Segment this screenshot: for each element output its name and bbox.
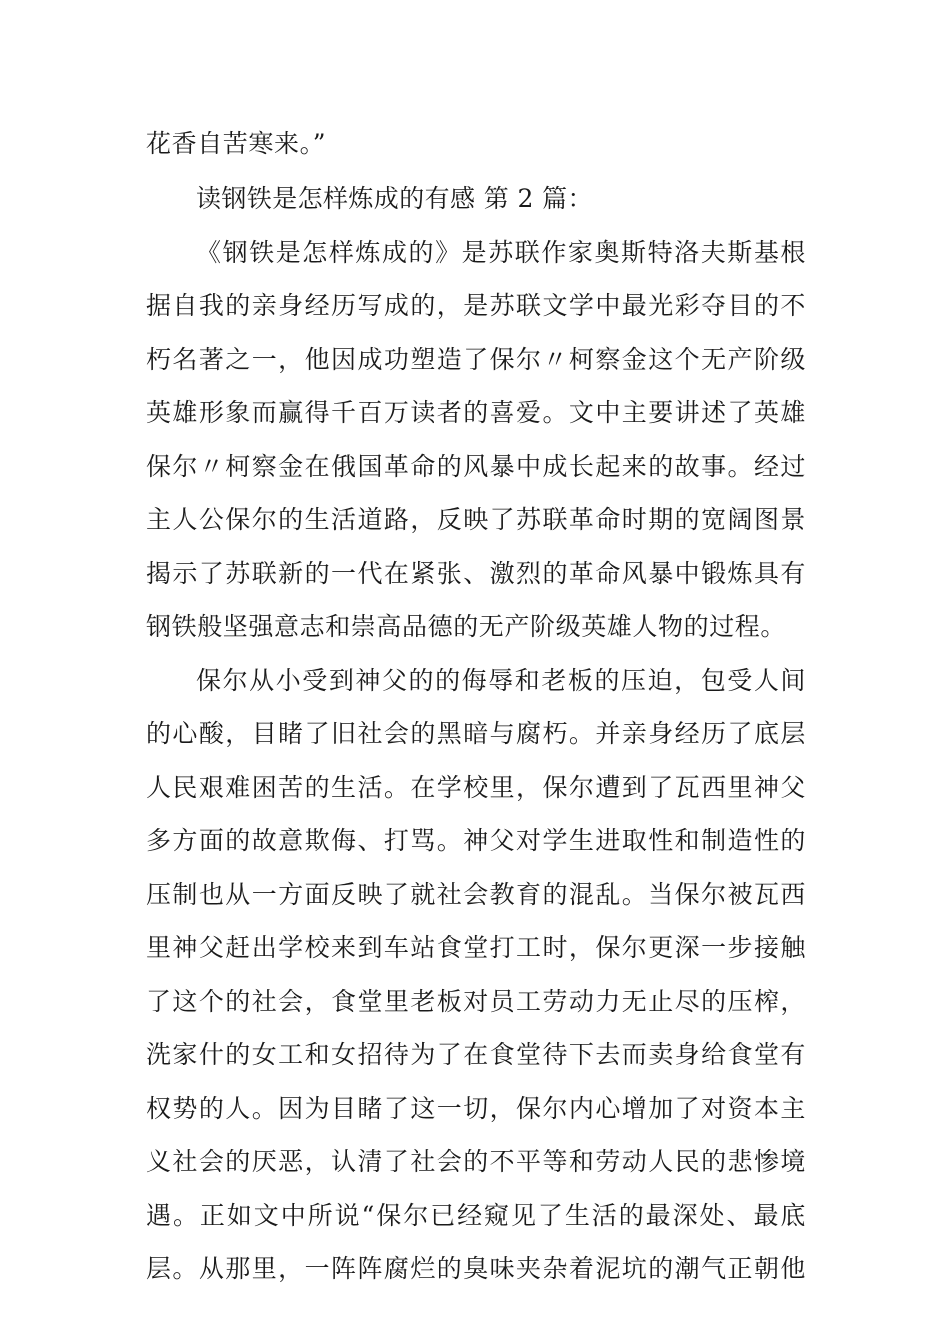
paragraph-line: 主人公保尔的生活道路，反映了苏联革命时期的宽阔图景 xyxy=(146,505,806,534)
paragraph-line: 保尔从小受到神父的的侮辱和老板的压迫，包受人间 xyxy=(196,666,806,695)
paragraph-line: 朽名著之一，他因成功塑造了保尔〃柯察金这个无产阶级 xyxy=(146,345,806,374)
section-heading: 读钢铁是怎样炼成的有感 第 2 篇： xyxy=(196,184,593,213)
paragraph-line: 多方面的故意欺侮、打骂。神父对学生进取性和制造性的 xyxy=(146,826,806,855)
paragraph-line: 钢铁般坚强意志和崇高品德的无产阶级英雄人物的过程。 xyxy=(146,612,787,641)
paragraph-line: 义社会的厌恶，认清了社会的不平等和劳动人民的悲惨境 xyxy=(146,1147,806,1176)
paragraph-line: 里神父赶出学校来到车站食堂打工时，保尔更深一步接触 xyxy=(146,933,806,962)
paragraph-line: 据自我的亲身经历写成的，是苏联文学中最光彩夺目的不 xyxy=(146,291,806,320)
paragraph-line: 洗家什的女工和女招待为了在食堂待下去而卖身给食堂有 xyxy=(146,1040,806,1069)
text-line-continuation: 花香自苦寒来。” xyxy=(146,129,327,158)
paragraph-line: 遇。正如文中所说“保尔已经窥见了生活的最深处、最底 xyxy=(146,1201,806,1230)
paragraph-line: 保尔〃柯察金在俄国革命的风暴中成长起来的故事。经过 xyxy=(146,452,806,481)
paragraph-line: 的心酸，目睹了旧社会的黑暗与腐朽。并亲身经历了底层 xyxy=(146,719,806,748)
paragraph-line: 《钢铁是怎样炼成的》是苏联作家奥斯特洛夫斯基根 xyxy=(196,238,806,267)
paragraph-line: 揭示了苏联新的一代在紧张、激烈的革命风暴中锻炼具有 xyxy=(146,559,806,588)
paragraph-line: 了这个的社会，食堂里老板对员工劳动力无止尽的压榨， xyxy=(146,987,806,1016)
paragraph-line: 权势的人。因为目睹了这一切，保尔内心增加了对资本主 xyxy=(146,1094,806,1123)
paragraph-line: 压制也从一方面反映了就社会教育的混乱。当保尔被瓦西 xyxy=(146,880,806,909)
paragraph-line: 人民艰难困苦的生活。在学校里，保尔遭到了瓦西里神父 xyxy=(146,773,806,802)
paragraph-line: 层。从那里，一阵阵腐烂的臭味夹杂着泥坑的潮气正朝他 xyxy=(146,1254,806,1283)
paragraph-line: 英雄形象而赢得千百万读者的喜爱。文中主要讲述了英雄 xyxy=(146,398,806,427)
